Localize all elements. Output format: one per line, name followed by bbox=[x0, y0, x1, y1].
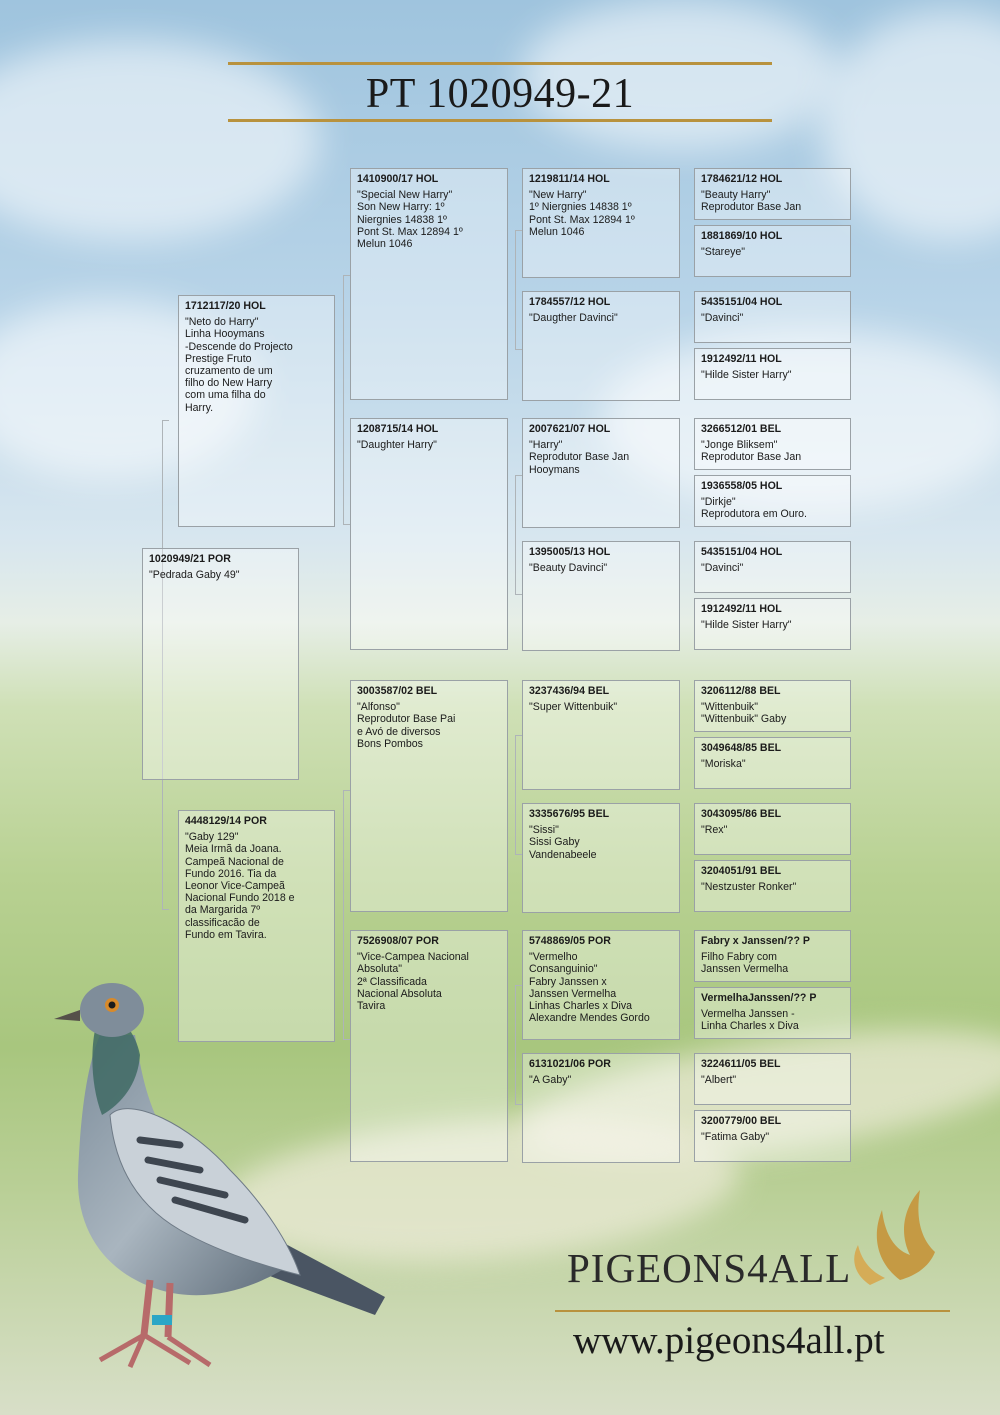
grandparent-info: "Special New Harry" Son New Harry: 1º Niergnies 14838 1º Pont St. Max 12894 1º Melun 1046 bbox=[357, 189, 463, 251]
ancestor-info: Filho Fabry com Janssen Vermelha bbox=[701, 951, 789, 976]
pedigree-ancestor bbox=[694, 291, 851, 343]
ancestor-ring: 5435151/04 HOL bbox=[701, 546, 783, 558]
sire-info: "Neto do Harry" Linha Hooymans -Descende do Projecto Prestige Fruto cruzamento de um filho do New Harry com uma filha do Harry. bbox=[185, 316, 293, 414]
pedigree-ancestor bbox=[694, 541, 851, 593]
ancestor-ring: 1784621/12 HOL bbox=[701, 173, 783, 185]
dam-info: "Gaby 129" Meia Irmã da Joana. Campeã Nacional de Fundo 2016. Tia da Leonor Vice-Campeã Nacional Fundo 2018 e da Margarida 7º classificacão de Fundo em Tavira. bbox=[185, 831, 295, 941]
pedigree-ancestor bbox=[694, 475, 851, 527]
pedigree-great-grandparent bbox=[522, 680, 680, 790]
great-grandparent-ring: 1784557/12 HOL bbox=[529, 296, 611, 308]
pedigree-grandparent bbox=[350, 168, 508, 400]
connector-g2-3 bbox=[515, 985, 522, 1105]
great-grandparent-ring: 1219811/14 HOL bbox=[529, 173, 610, 185]
great-grandparent-info: "Daugther Davinci" bbox=[529, 312, 618, 325]
great-grandparent-ring: 1395005/13 HOL bbox=[529, 546, 611, 558]
brand-logo bbox=[555, 1180, 955, 1380]
phoenix-icon bbox=[840, 1180, 940, 1290]
grandparent-info: "Vice-Campea Nacional Absoluta" 2ª Classificada Nacional Absoluta Tavira bbox=[357, 951, 469, 1013]
great-grandparent-info: "Beauty Davinci" bbox=[529, 562, 608, 575]
pedigree-sire bbox=[178, 295, 335, 527]
brand-name: PIGEONS4ALL bbox=[567, 1245, 852, 1291]
connector-g2-2 bbox=[515, 735, 522, 855]
pedigree-ancestor bbox=[694, 598, 851, 650]
pigeon-illustration bbox=[40, 975, 420, 1375]
great-grandparent-info: "A Gaby" bbox=[529, 1074, 572, 1087]
pedigree-great-grandparent bbox=[522, 1053, 680, 1163]
dam-ring: 4448129/14 POR bbox=[185, 815, 267, 827]
ancestor-info: "Dirkje" Reprodutora em Ouro. bbox=[701, 496, 807, 521]
ancestor-ring: 3200779/00 BEL bbox=[701, 1115, 782, 1127]
ancestor-info: "Rex" bbox=[701, 824, 728, 837]
ancestor-info: "Moriska" bbox=[701, 758, 746, 771]
pedigree-subject bbox=[142, 548, 299, 780]
sire-ring: 1712117/20 HOL bbox=[185, 300, 266, 312]
great-grandparent-info: "Sissi" Sissi Gaby Vandenabeele bbox=[529, 824, 597, 861]
ancestor-info: "Fatima Gaby" bbox=[701, 1131, 770, 1144]
ancestor-ring: 3224611/05 BEL bbox=[701, 1058, 781, 1070]
subject-info: "Pedrada Gaby 49" bbox=[149, 569, 240, 582]
ancestor-ring: 1912492/11 HOL bbox=[701, 353, 782, 365]
connector-sire bbox=[343, 275, 350, 525]
pedigree-ancestor bbox=[694, 225, 851, 277]
pedigree-ancestor bbox=[694, 930, 851, 982]
ancestor-info: "Jonge Bliksem" Reprodutor Base Jan bbox=[701, 439, 802, 464]
great-grandparent-ring: 2007621/07 HOL bbox=[529, 423, 611, 435]
great-grandparent-ring: 6131021/06 POR bbox=[529, 1058, 611, 1070]
pedigree-great-grandparent bbox=[522, 168, 680, 278]
ancestor-info: "Hilde Sister Harry" bbox=[701, 369, 792, 382]
ancestor-info: "Albert" bbox=[701, 1074, 737, 1087]
ancestor-ring: Fabry x Janssen/?? P bbox=[701, 935, 810, 947]
website-link[interactable]: www.pigeons4all.pt bbox=[573, 1319, 885, 1362]
great-grandparent-info: "Super Wittenbuik" bbox=[529, 701, 618, 714]
great-grandparent-ring: 3237436/94 BEL bbox=[529, 685, 610, 697]
connector-g2-0 bbox=[515, 230, 522, 350]
grandparent-ring: 1208715/14 HOL bbox=[357, 423, 439, 435]
pedigree-ancestor bbox=[694, 348, 851, 400]
pedigree-grandparent bbox=[350, 418, 508, 650]
pedigree-ancestor bbox=[694, 987, 851, 1039]
title-rule-top bbox=[228, 62, 772, 65]
ancestor-info: "Davinci" bbox=[701, 312, 744, 325]
pedigree-ancestor bbox=[694, 803, 851, 855]
page-title: PT 1020949-21 bbox=[365, 71, 635, 117]
pedigree-great-grandparent bbox=[522, 930, 680, 1040]
pedigree-great-grandparent bbox=[522, 541, 680, 651]
grandparent-ring: 3003587/02 BEL bbox=[357, 685, 438, 697]
pedigree-ancestor bbox=[694, 1053, 851, 1105]
great-grandparent-info: "Vermelho Consanguinio" Fabry Janssen x Janssen Vermelha Linhas Charles x Diva Alexandre Mendes Gordo bbox=[529, 951, 650, 1025]
ancestor-info: Vermelha Janssen - Linha Charles x Diva bbox=[701, 1008, 799, 1033]
pedigree-great-grandparent bbox=[522, 291, 680, 401]
pedigree-great-grandparent bbox=[522, 803, 680, 913]
connector-g2-1 bbox=[515, 475, 522, 595]
subject-ring: 1020949/21 POR bbox=[149, 553, 231, 565]
title-rule-bottom bbox=[228, 119, 772, 122]
ancestor-ring: 3204051/91 BEL bbox=[701, 865, 782, 877]
grandparent-ring: 1410900/17 HOL bbox=[357, 173, 439, 185]
pedigree-ancestor bbox=[694, 418, 851, 470]
ancestor-ring: 1881869/10 HOL bbox=[701, 230, 783, 242]
pedigree-grandparent bbox=[350, 680, 508, 912]
ancestor-ring: VermelhaJanssen/?? P bbox=[701, 992, 817, 1004]
grandparent-info: "Daughter Harry" bbox=[357, 439, 437, 452]
pedigree-great-grandparent bbox=[522, 418, 680, 528]
logo-rule bbox=[555, 1310, 950, 1312]
grandparent-ring: 7526908/07 POR bbox=[357, 935, 439, 947]
ancestor-ring: 3206112/88 BEL bbox=[701, 685, 781, 697]
great-grandparent-info: "New Harry" 1º Niergnies 14838 1º Pont St. Max 12894 1º Melun 1046 bbox=[529, 189, 635, 238]
pedigree-ancestor bbox=[694, 680, 851, 732]
pedigree-ancestor bbox=[694, 737, 851, 789]
ancestor-info: "Nestzuster Ronker" bbox=[701, 881, 797, 894]
ancestor-ring: 5435151/04 HOL bbox=[701, 296, 783, 308]
ancestor-ring: 1936558/05 HOL bbox=[701, 480, 783, 492]
pedigree-ancestor bbox=[694, 168, 851, 220]
grandparent-info: "Alfonso" Reprodutor Base Pai e Avó de diversos Bons Pombos bbox=[357, 701, 456, 750]
ancestor-info: "Stareye" bbox=[701, 246, 746, 259]
ancestor-info: "Hilde Sister Harry" bbox=[701, 619, 792, 632]
ancestor-info: "Beauty Harry" Reprodutor Base Jan bbox=[701, 189, 802, 214]
great-grandparent-ring: 3335676/95 BEL bbox=[529, 808, 610, 820]
ancestor-ring: 3049648/85 BEL bbox=[701, 742, 782, 754]
ancestor-info: "Davinci" bbox=[701, 562, 744, 575]
great-grandparent-info: "Harry" Reprodutor Base Jan Hooymans bbox=[529, 439, 630, 476]
ancestor-info: "Wittenbuik" "Wittenbuik" Gaby bbox=[701, 701, 787, 726]
great-grandparent-ring: 5748869/05 POR bbox=[529, 935, 611, 947]
pedigree-ancestor bbox=[694, 1110, 851, 1162]
ancestor-ring: 3043095/86 BEL bbox=[701, 808, 782, 820]
pedigree-ancestor bbox=[694, 860, 851, 912]
ancestor-ring: 3266512/01 BEL bbox=[701, 423, 782, 435]
ancestor-ring: 1912492/11 HOL bbox=[701, 603, 782, 615]
